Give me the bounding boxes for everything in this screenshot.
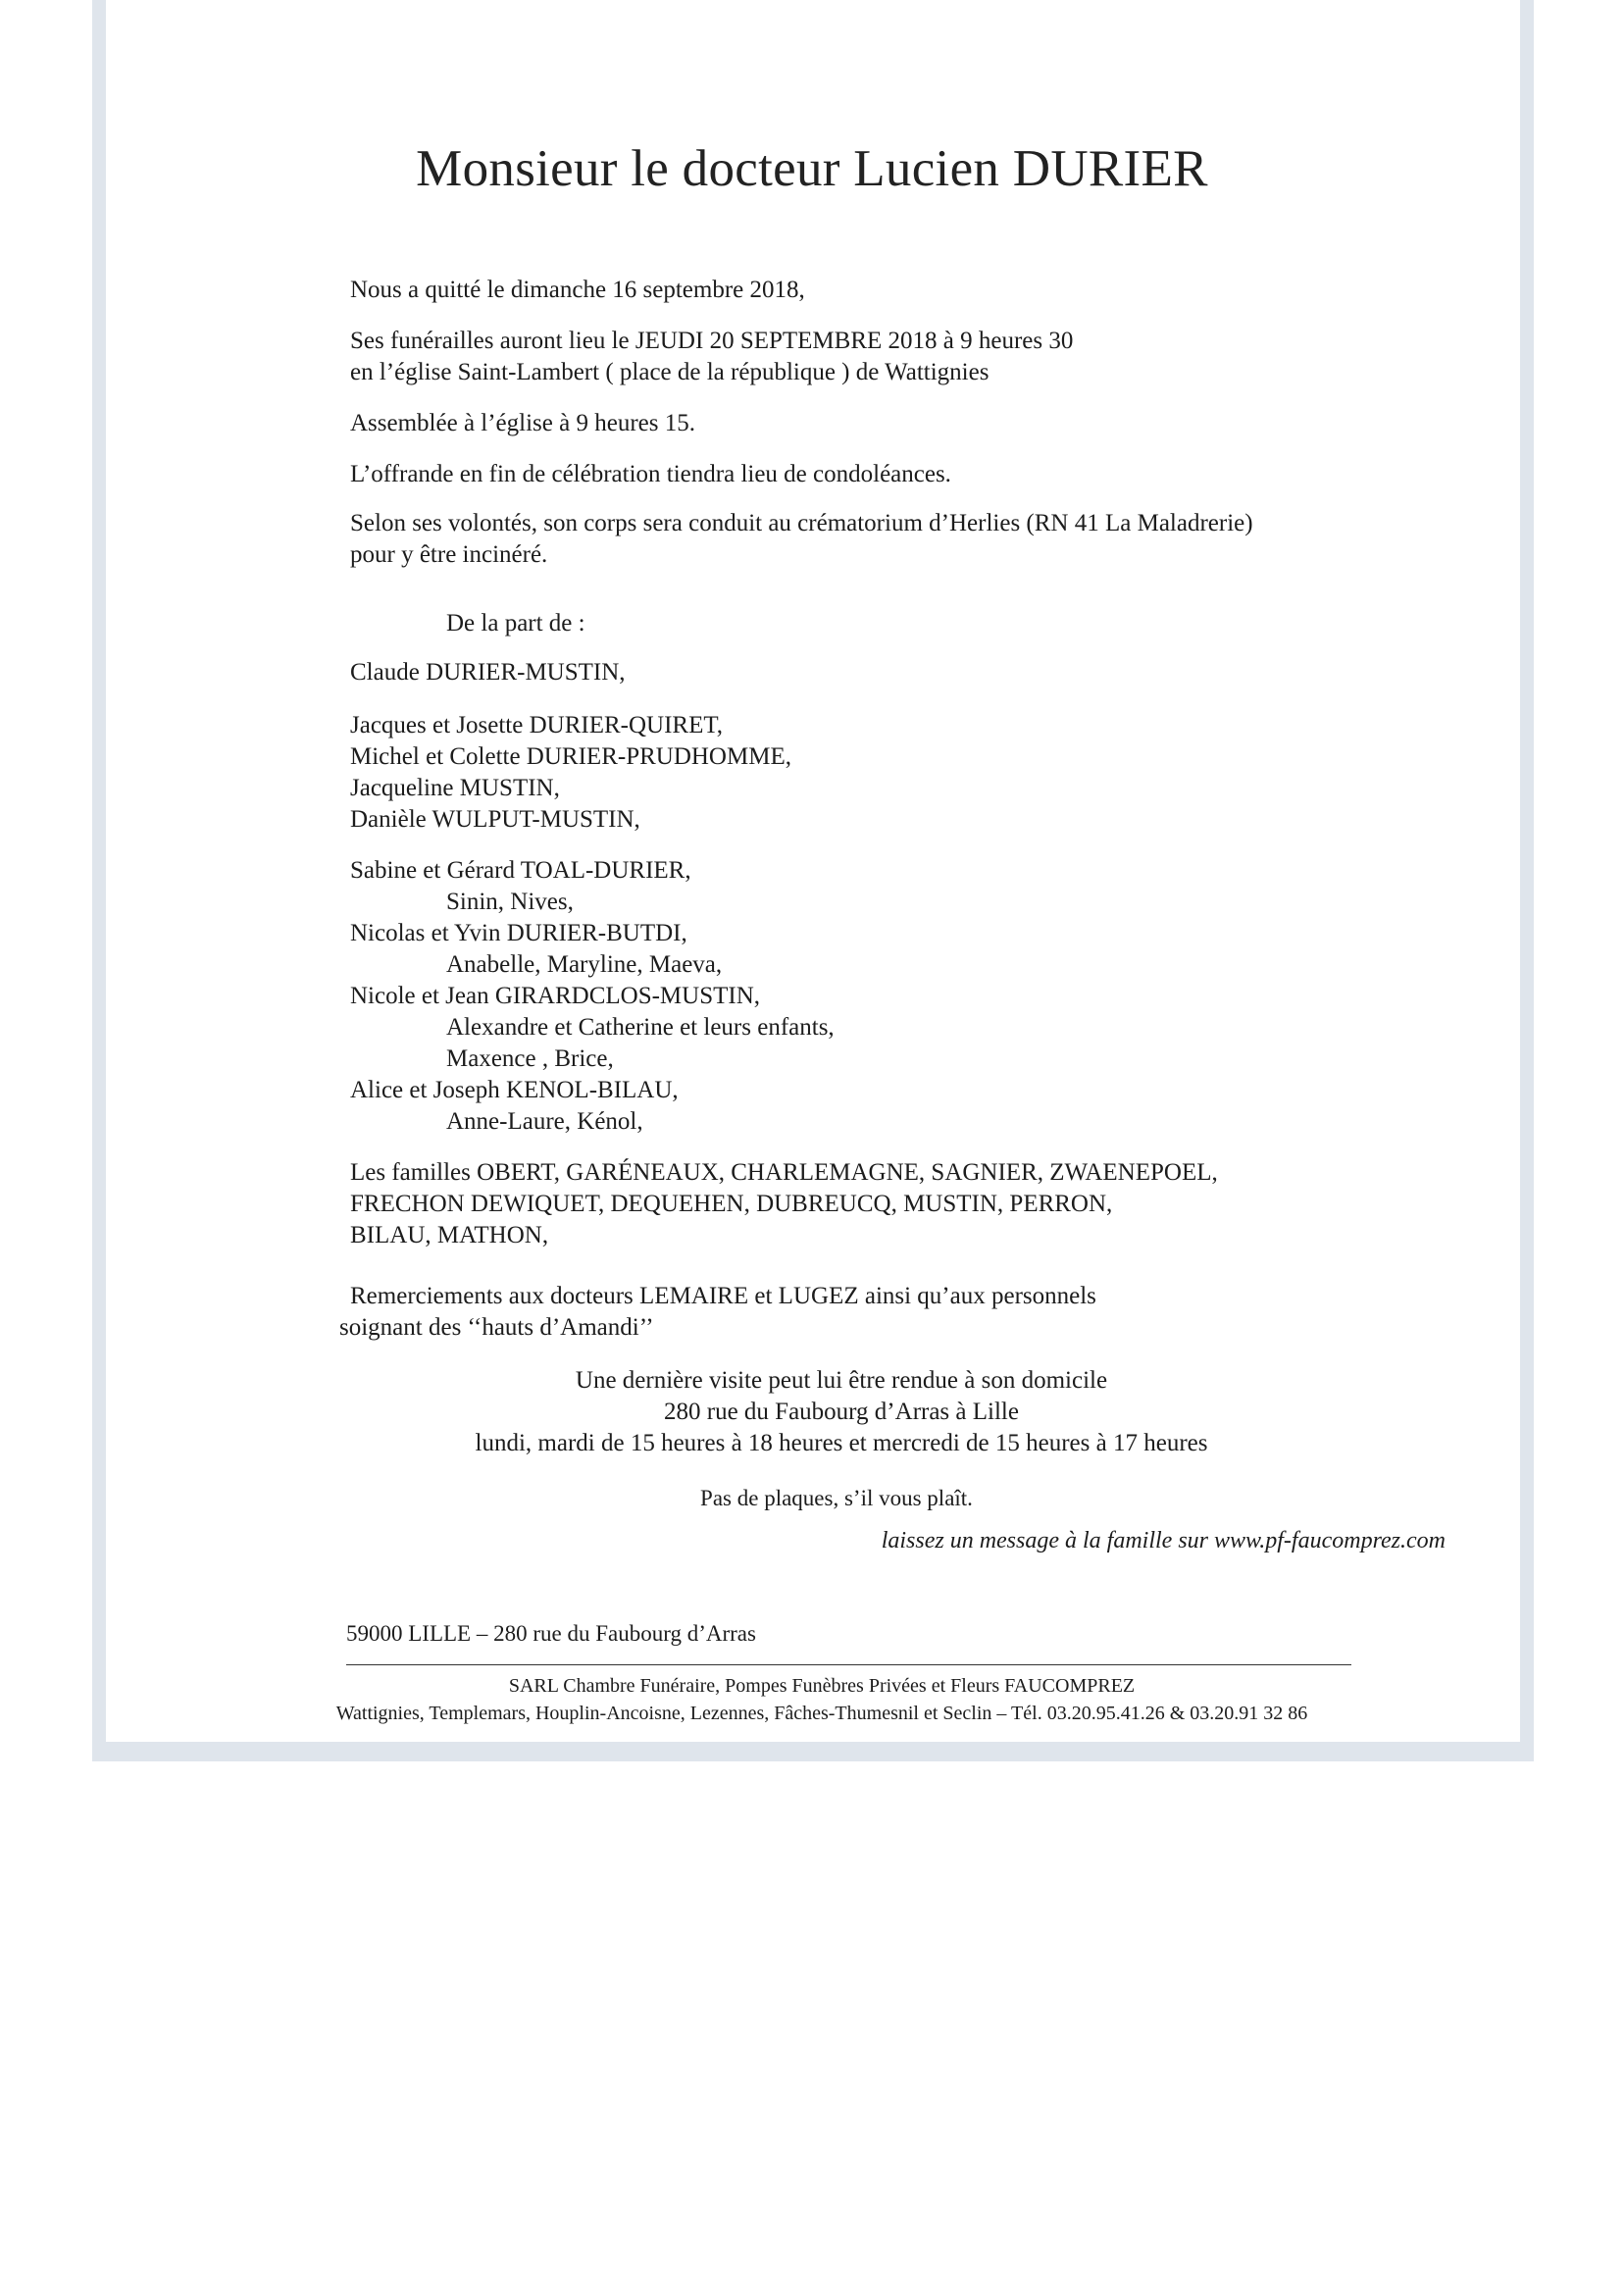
grandchild-line: Anabelle, Maryline, Maeva,	[446, 951, 723, 978]
grandchild-line: Maxence , Brice,	[446, 1045, 614, 1072]
footer-company: SARL Chambre Funéraire, Pompes Funèbres Privées et Fleurs FAUCOMPREZ	[508, 1675, 1136, 1697]
offering-line: L’offrande en fin de célébration tiendra lieu de condoléances.	[350, 461, 951, 487]
website-message: laissez un message à la famille sur www.pf-faucomprez.com	[881, 1528, 1446, 1553]
child-line: Nicole et Jean GIRARDCLOS-MUSTIN,	[350, 983, 761, 1009]
sibling-line: Danièle WULPUT-MUSTIN,	[350, 806, 640, 833]
families-line: BILAU, MATHON,	[350, 1222, 549, 1248]
thanks-line-1: Remerciements aux docteurs LEMAIRE et LUGEZ ainsi qu’aux personnels	[350, 1283, 1096, 1309]
address-line: 59000 LILLE – 280 rue du Faubourg d’Arras	[346, 1621, 756, 1646]
grandchild-line: Alexandre et Catherine et leurs enfants,	[446, 1014, 835, 1041]
assembly-line: Assemblée à l’église à 9 heures 15.	[350, 410, 695, 436]
child-line: Alice et Joseph KENOL-BILAU,	[350, 1077, 679, 1103]
family-spouse: Claude DURIER-MUSTIN,	[350, 659, 626, 686]
grandchild-line: Sinin, Nives,	[446, 889, 574, 915]
footer-divider	[346, 1664, 1351, 1665]
page-title: Monsieur le docteur Lucien DURIER	[416, 140, 1208, 197]
funeral-line-2: en l’église Saint-Lambert ( place de la république ) de Wattignies	[350, 359, 990, 385]
families-line: FRECHON DEWIQUET, DEQUEHEN, DUBREUCQ, MUSTIN, PERRON,	[350, 1191, 1113, 1217]
families-line: Les familles OBERT, GARÉNEAUX, CHARLEMAGNE, SAGNIER, ZWAENEPOEL,	[350, 1159, 1218, 1186]
sibling-line: Jacqueline MUSTIN,	[350, 775, 560, 801]
page-sheet	[106, 0, 1520, 1742]
child-line: Sabine et Gérard TOAL-DURIER,	[350, 857, 691, 884]
no-plaques-note: Pas de plaques, s’il vous plaît.	[700, 1486, 973, 1510]
sibling-line: Jacques et Josette DURIER-QUIRET,	[350, 712, 724, 738]
visit-line-3: lundi, mardi de 15 heures à 18 heures et mercredi de 15 heures à 17 heures	[475, 1430, 1208, 1456]
visit-line-2: 280 rue du Faubourg d’Arras à Lille	[664, 1399, 1019, 1425]
family-intro: De la part de :	[446, 610, 585, 636]
cremation-line-1: Selon ses volontés, son corps sera conduit au crématorium d’Herlies (RN 41 La Maladrerie)	[350, 510, 1253, 536]
sibling-line: Michel et Colette DURIER-PRUDHOMME,	[350, 743, 791, 770]
grandchild-line: Anne-Laure, Kénol,	[446, 1108, 643, 1135]
deceased-line: Nous a quitté le dimanche 16 septembre 2018,	[350, 277, 805, 303]
child-line: Nicolas et Yvin DURIER-BUTDI,	[350, 920, 687, 946]
funeral-line-1: Ses funérailles auront lieu le JEUDI 20 SEPTEMBRE 2018 à 9 heures 30	[350, 328, 1074, 354]
thanks-line-2: soignant des ‘‘hauts d’Amandi’’	[339, 1314, 654, 1341]
cremation-line-2: pour y être incinéré.	[350, 541, 548, 568]
footer-locations: Wattignies, Templemars, Houplin-Ancoisne, Lezennes, Fâches-Thumesnil et Seclin – Tél. 03.20.95.41.26 & 03.20.91 32 86	[335, 1703, 1308, 1724]
visit-line-1: Une dernière visite peut lui être rendue à son domicile	[575, 1367, 1108, 1394]
